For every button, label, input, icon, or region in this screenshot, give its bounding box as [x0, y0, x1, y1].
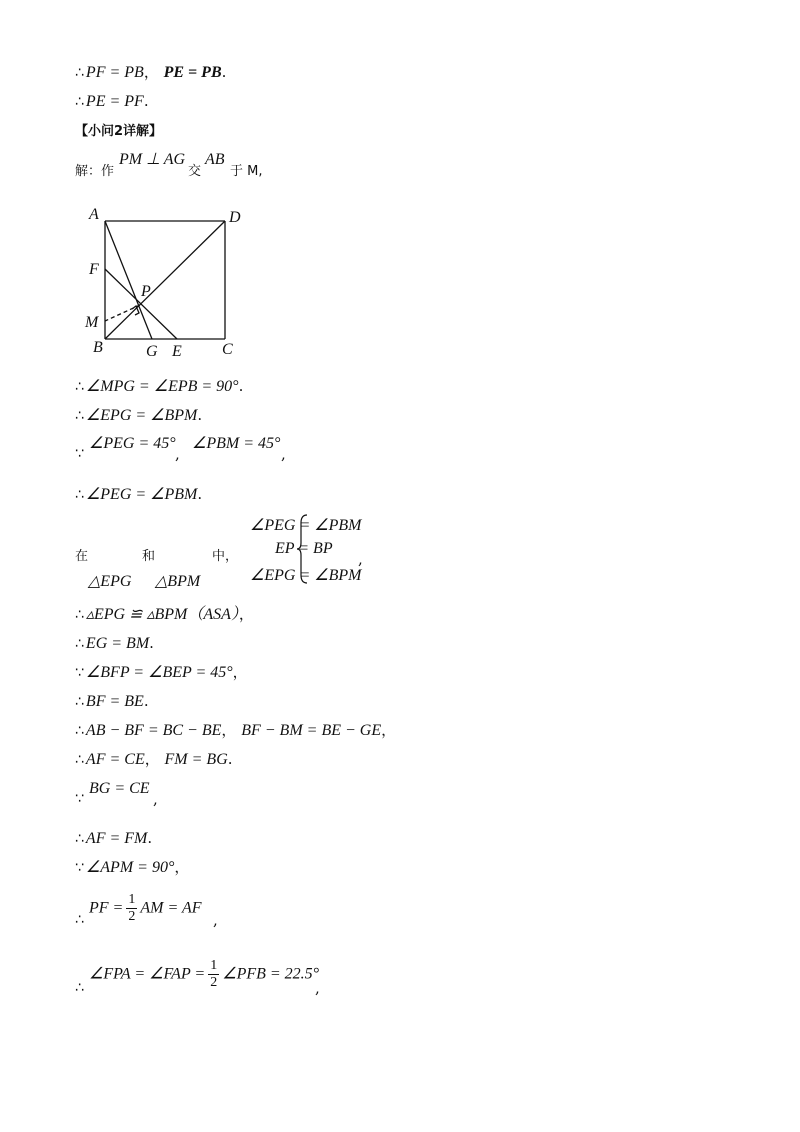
equation: ∠PBM = 45°	[192, 435, 281, 452]
solution-prefix: 解：作	[75, 164, 115, 179]
proof-line-1	[75, 62, 226, 83]
proof-line-14	[75, 749, 233, 770]
segment-AG	[105, 221, 152, 339]
equation: BF = BE	[85, 693, 144, 710]
numerator: 1	[210, 958, 218, 973]
equation-right: AM = AF	[140, 899, 202, 917]
triangle-EPG: △EPG	[88, 573, 132, 590]
equation: PE = PB	[163, 64, 222, 81]
equation: BF − BM = BE − GE	[241, 722, 382, 739]
brace-condition-3: ∠EPG = ∠BPM	[250, 567, 362, 584]
period: .	[197, 485, 203, 503]
fraction-half	[126, 892, 137, 925]
therefore-symbol: ∴	[75, 487, 84, 503]
period: .	[143, 692, 149, 710]
label-D: D	[229, 209, 241, 226]
equation: EG = BM	[85, 635, 150, 652]
equation: ∠BFP = ∠BEP = 45°	[85, 664, 233, 681]
equation: BG = CE	[89, 780, 150, 797]
text-suffix: 于 M,	[230, 164, 263, 179]
comma: ,	[281, 445, 286, 463]
label-F: F	[89, 261, 99, 278]
section-title: 【小问2详解】	[75, 124, 163, 139]
proof-line-4	[75, 376, 243, 397]
proof-line-16	[75, 828, 152, 849]
therefore-symbol: ∴	[75, 607, 84, 623]
denominator: 2	[128, 909, 136, 924]
period: .	[147, 829, 153, 847]
equation: AB − BF = BC − BE	[85, 722, 222, 739]
comma: ，	[238, 605, 254, 623]
therefore-symbol: ∴	[75, 980, 84, 996]
comma: ,	[175, 445, 180, 463]
therefore-symbol: ∴	[75, 65, 84, 81]
proof-line-9	[75, 604, 254, 625]
comma: ,	[213, 911, 218, 929]
label-C: C	[222, 341, 233, 358]
equation: AF = CE	[85, 751, 145, 768]
equation: FM = BG	[164, 751, 228, 768]
denominator: 2	[210, 975, 218, 990]
comma: ,	[315, 979, 320, 997]
because-symbol: ∵	[75, 860, 84, 876]
therefore-symbol: ∴	[75, 912, 84, 928]
period: .	[149, 634, 154, 652]
proof-line-13	[75, 720, 396, 741]
therefore-symbol: ∴	[75, 831, 84, 847]
equation: PE = PF	[85, 93, 144, 110]
proof-line-7	[75, 484, 202, 505]
text-zhong: 中，	[212, 549, 239, 564]
comma: ，	[232, 663, 248, 681]
label-G: G	[146, 343, 158, 360]
equation: ▵EPG ≌ ▵BPM（ASA）	[85, 606, 239, 623]
comma: ，	[143, 63, 159, 81]
because-symbol: ∵	[75, 791, 84, 807]
proof-line-17	[75, 857, 189, 878]
equation: ∠PEG = 45°	[89, 435, 176, 452]
period: .	[227, 750, 233, 768]
equation: PM ⊥ AG	[119, 151, 186, 168]
comma: ,	[153, 790, 158, 808]
period: .	[238, 377, 244, 395]
label-E: E	[172, 343, 182, 360]
therefore-symbol: ∴	[75, 636, 84, 652]
geometry-figure	[80, 203, 260, 363]
comma: ,	[358, 550, 363, 568]
brace-condition-2: EP = BP	[275, 540, 333, 557]
diagonal-BD	[105, 221, 225, 339]
therefore-symbol: ∴	[75, 379, 84, 395]
equation: ∠APM = 90°	[85, 859, 175, 876]
comma: ，	[144, 750, 160, 768]
because-symbol: ∵	[75, 665, 84, 681]
label-A: A	[89, 206, 99, 223]
therefore-symbol: ∴	[75, 694, 84, 710]
label-M: M	[85, 314, 99, 331]
because-symbol: ∵	[75, 446, 84, 462]
proof-line-10	[75, 633, 154, 654]
fraction-equation	[89, 892, 202, 925]
fraction-half	[208, 958, 219, 991]
triangle-BPM: △BPM	[155, 573, 201, 590]
label-B: B	[93, 339, 103, 356]
equation: ∠PEG = ∠PBM	[85, 486, 198, 503]
equation: ∠MPG = ∠EPB = 90°	[85, 378, 239, 395]
proof-line-11	[75, 662, 248, 683]
text-he: 和	[142, 549, 156, 564]
proof-line-5	[75, 405, 202, 426]
text-jiao: 交	[188, 164, 202, 179]
equation-left: ∠FPA = ∠FAP =	[89, 965, 206, 983]
brace-condition-1: ∠PEG = ∠PBM	[250, 517, 362, 534]
numerator: 1	[128, 892, 136, 907]
period: .	[143, 92, 149, 110]
comma: ，	[221, 721, 237, 739]
therefore-symbol: ∴	[75, 408, 84, 424]
equation: AB	[205, 151, 225, 168]
equation-right: ∠PFB = 22.5°	[222, 965, 320, 983]
proof-line-12	[75, 691, 149, 712]
period: .	[221, 63, 227, 81]
therefore-symbol: ∴	[75, 94, 84, 110]
equation: PF = PB	[85, 64, 144, 81]
therefore-symbol: ∴	[75, 752, 84, 768]
text-zai: 在	[75, 549, 89, 564]
proof-line-2	[75, 91, 149, 112]
therefore-symbol: ∴	[75, 723, 84, 739]
period: .	[197, 406, 203, 424]
comma: ，	[174, 858, 190, 876]
equation-left: PF =	[89, 899, 124, 917]
comma: ，	[381, 721, 397, 739]
fraction-equation	[89, 958, 319, 991]
equation: AF = FM	[85, 830, 148, 847]
equation: ∠EPG = ∠BPM	[85, 407, 198, 424]
label-P: P	[141, 283, 151, 300]
